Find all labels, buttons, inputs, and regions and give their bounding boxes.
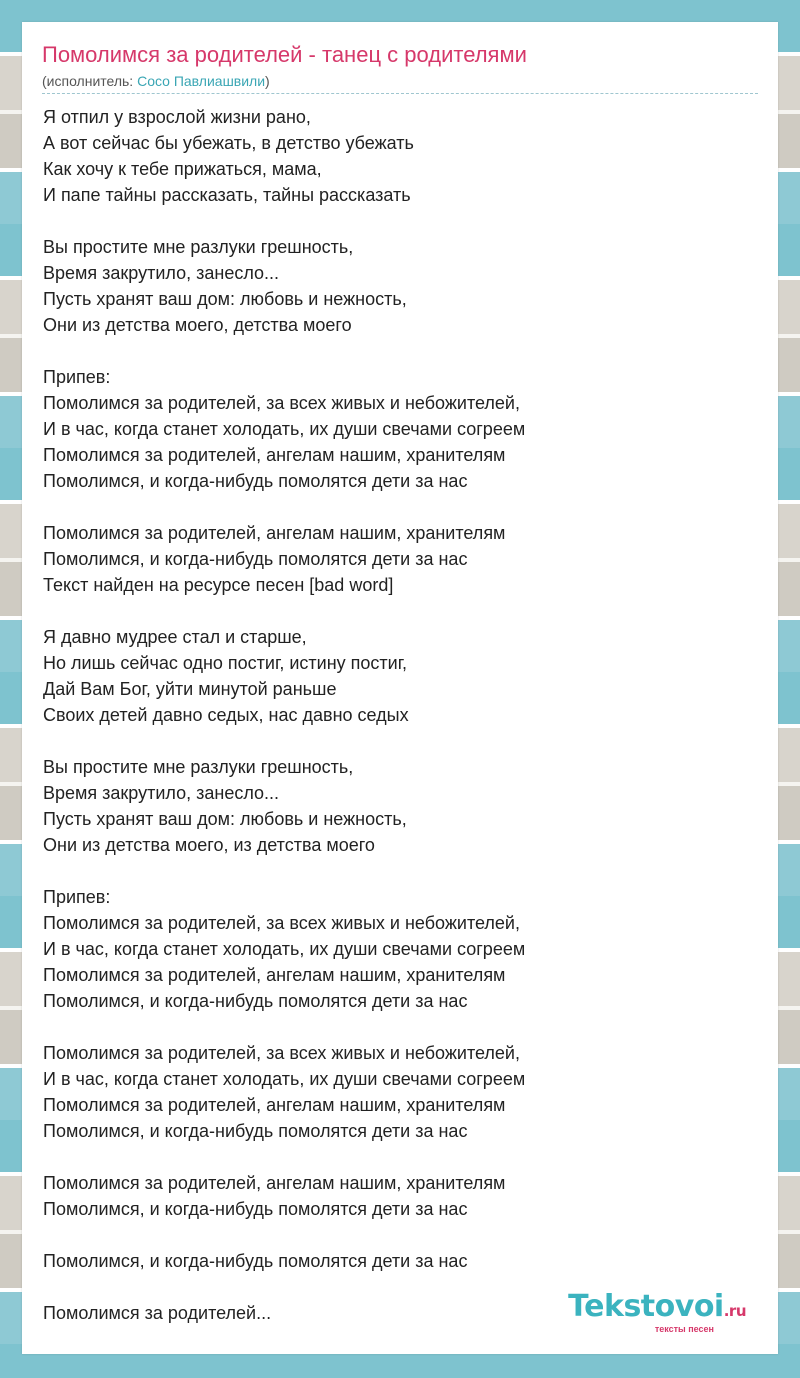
lyric-blank-line bbox=[43, 494, 759, 520]
lyric-line: Помолимся, и когда-нибудь помолятся дети за нас bbox=[43, 1251, 468, 1271]
lyrics-card bbox=[22, 22, 778, 1354]
lyric-line: Пусть хранят ваш дом: любовь и нежность, bbox=[43, 289, 407, 309]
lyric-line: Как хочу к тебе прижаться, мама, bbox=[43, 159, 322, 179]
song-title: Помолимся за родителей - танец с родителями bbox=[42, 42, 527, 67]
performer-line bbox=[42, 73, 758, 94]
lyric-line: Вы простите мне разлуки грешность, bbox=[43, 237, 354, 257]
lyric-line: Но лишь сейчас одно постиг, истину постиг, bbox=[43, 653, 408, 673]
lyric-line: И в час, когда станет холодать, их души свечами согреем bbox=[43, 939, 526, 959]
lyric-line: Помолимся, и когда-нибудь помолятся дети за нас bbox=[43, 991, 468, 1011]
lyric-line: Время закрутило, занесло... bbox=[43, 783, 280, 803]
lyric-line: Припев: bbox=[43, 887, 111, 907]
lyric-line: Я отпил у взрослой жизни рано, bbox=[43, 107, 311, 127]
performer-prefix: (исполнитель: bbox=[42, 73, 138, 89]
lyric-blank-line bbox=[43, 1014, 759, 1040]
lyric-line: И в час, когда станет холодать, их души свечами согреем bbox=[43, 1069, 526, 1089]
logo-name: Tekstovoi bbox=[568, 1289, 724, 1324]
lyric-blank-line bbox=[43, 728, 759, 754]
lyric-line: Помолимся, и когда-нибудь помолятся дети за нас bbox=[43, 471, 468, 491]
lyric-line: Дай Вам Бог, уйти минутой раньше bbox=[43, 679, 337, 699]
site-logo[interactable] bbox=[568, 1289, 746, 1334]
lyric-blank-line bbox=[43, 208, 759, 234]
lyric-line: Помолимся за родителей, ангелам нашим, хранителям bbox=[43, 445, 506, 465]
lyric-blank-line bbox=[43, 858, 759, 884]
lyric-line: Помолимся, и когда-нибудь помолятся дети за нас bbox=[43, 1121, 468, 1141]
lyric-line: Они из детства моего, из детства моего bbox=[43, 835, 375, 855]
lyric-line: Помолимся за родителей, за всех живых и небожителей, bbox=[43, 913, 520, 933]
lyric-line: Помолимся за родителей... bbox=[43, 1303, 272, 1323]
lyric-blank-line bbox=[43, 338, 759, 364]
lyric-line: Я давно мудрее стал и старше, bbox=[43, 627, 307, 647]
lyric-line: И в час, когда станет холодать, их души свечами согреем bbox=[43, 419, 526, 439]
performer-link[interactable]: Сосо Павлиашвили bbox=[137, 73, 266, 89]
lyric-line: Припев: bbox=[43, 367, 111, 387]
lyric-line: Вы простите мне разлуки грешность, bbox=[43, 757, 354, 777]
lyric-line: Помолимся, и когда-нибудь помолятся дети за нас bbox=[43, 1199, 468, 1219]
lyric-line: Время закрутило, занесло... bbox=[43, 263, 280, 283]
lyric-line: А вот сейчас бы убежать, в детство убежать bbox=[43, 133, 414, 153]
lyrics-text bbox=[43, 104, 759, 1326]
lyric-line: Своих детей давно седых, нас давно седых bbox=[43, 705, 409, 725]
lyric-line: Помолимся за родителей, ангелам нашим, хранителям bbox=[43, 1095, 506, 1115]
logo-tagline: тексты песен bbox=[654, 1324, 714, 1334]
lyric-line: Они из детства моего, детства моего bbox=[43, 315, 352, 335]
performer-suffix: ) bbox=[265, 73, 270, 89]
lyric-line: Помолимся за родителей, за всех живых и небожителей, bbox=[43, 393, 520, 413]
lyric-line: И папе тайны рассказать, тайны рассказать bbox=[43, 185, 411, 205]
lyric-line: Помолимся за родителей, ангелам нашим, хранителям bbox=[43, 965, 506, 985]
lyric-blank-line bbox=[43, 1222, 759, 1248]
lyric-blank-line bbox=[43, 1144, 759, 1170]
lyric-line: Помолимся, и когда-нибудь помолятся дети за нас bbox=[43, 549, 468, 569]
lyric-line: Помолимся за родителей, ангелам нашим, хранителям bbox=[43, 1173, 506, 1193]
lyric-line: Помолимся за родителей, за всех живых и небожителей, bbox=[43, 1043, 520, 1063]
logo-tld: .ru bbox=[723, 1302, 746, 1320]
lyric-line: Помолимся за родителей, ангелам нашим, хранителям bbox=[43, 523, 506, 543]
lyric-line: Текст найден на ресурсе песен [bad word] bbox=[43, 575, 394, 595]
lyric-line: Пусть хранят ваш дом: любовь и нежность, bbox=[43, 809, 407, 829]
lyric-blank-line bbox=[43, 598, 759, 624]
